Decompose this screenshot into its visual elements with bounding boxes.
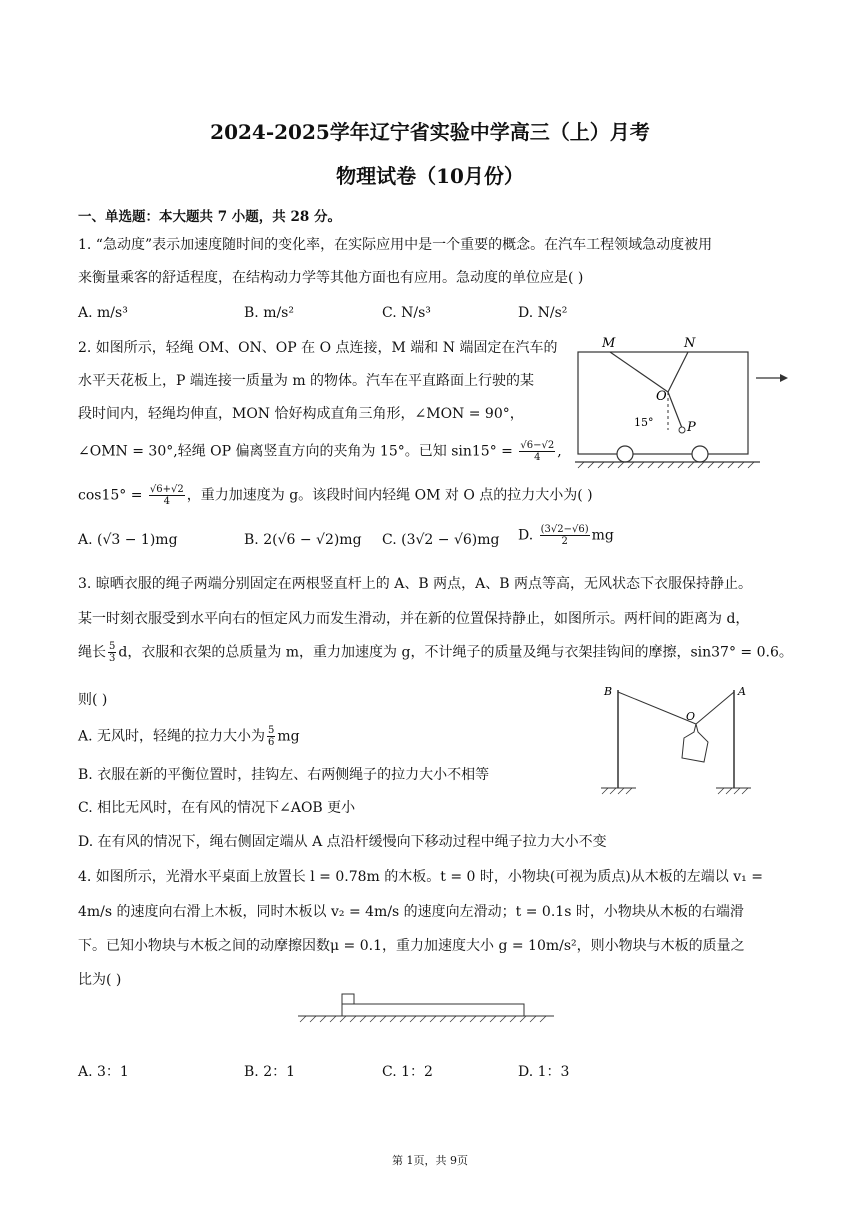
q2-option-d-suffix: mg <box>591 527 614 544</box>
angle-label: 15° <box>634 416 654 429</box>
rope-length-denominator: 3 <box>109 653 116 664</box>
sin15-numerator: √6−√2 <box>520 440 555 451</box>
q2-car-figure <box>570 330 800 475</box>
q3-line2: 某一时刻衣服受到水平向右的恒定风力而发生滑动，并在新的位置保持静止，如图所示。两杆间的距离为 d， <box>78 611 750 627</box>
q4-line4: 比为( ) <box>78 972 122 988</box>
cos15-numerator: √6+√2 <box>149 484 184 495</box>
q2-line5 <box>78 484 593 507</box>
wooden-board <box>342 1004 524 1016</box>
sin15-fraction <box>519 440 555 463</box>
q3-line3-text: d，衣服和衣架的总质量为 m，重力加速度为 g，不计绳子的质量及绳与衣架挂钩间的摩擦，sin37° = 0.6。 <box>118 644 793 661</box>
exam-title-line2: 物理试卷（10月份） <box>336 164 524 188</box>
q1-line1: 1. “急动度”表示加速度随时间的变化率，在实际应用中是一个重要的概念。在汽车工程领域急动度被用 <box>78 237 713 253</box>
q3-option-a-numerator: 5 <box>268 725 275 736</box>
q2-option-d <box>518 524 614 547</box>
wheel-right <box>692 446 708 462</box>
q1-option-a: A. m/s³ <box>78 305 128 321</box>
q4-option-b: B. 2：1 <box>244 1064 296 1080</box>
q4-option-c: C. 1：2 <box>382 1064 433 1080</box>
q3-line3 <box>78 641 793 664</box>
q2-option-c: C. (3√2 − √6)mg <box>382 532 500 548</box>
q1-line2: 来衡量乘客的舒适程度，在结构动力学等其他方面也有应用。急动度的单位应是( ) <box>78 270 584 286</box>
q3-option-d: D. 在有风的情况下，绳右侧固定端从 A 点沿杆缓慢向下移动过程中绳子拉力大小不变 <box>78 834 607 850</box>
rope-length-fraction <box>108 641 116 664</box>
exam-title-line1: 2024-2025学年辽宁省实验中学高三（上）月考 <box>210 120 650 144</box>
q4-option-a: A. 3：1 <box>78 1064 129 1080</box>
q3-line4: 则( ) <box>78 692 108 708</box>
page-footer: 第 1页，共 9页 <box>392 1154 468 1167</box>
q4-line2: 4m/s 的速度向右滑上木板，同时木板以 v₂ = 4m/s 的速度向左滑动；t = 0.1s 时，小物块从木板的右端滑 <box>78 904 744 920</box>
q3-clothesline-figure <box>596 680 756 802</box>
q2-option-d-fraction <box>540 524 590 547</box>
q4-line3: 下。已知小物块与木板之间的动摩擦因数μ = 0.1，重力加速度大小 g = 10m/s²，则小物块与木板的质量之 <box>78 938 745 954</box>
q4-line1: 4. 如图所示，光滑水平桌面上放置长 l = 0.78m 的木板。t = 0 时，小物块(可视为质点)从木板的左端以 v₁ = <box>78 869 763 885</box>
label-p: P <box>687 420 696 435</box>
mass-p <box>679 427 685 433</box>
cos15-fraction <box>149 484 185 507</box>
q2-option-d-label: D. <box>518 527 534 544</box>
q2-line1: 2. 如图所示，轻绳 OM、ON、OP 在 O 点连接，M 端和 N 端固定在汽车的 <box>78 340 558 356</box>
q1-option-b: B. m/s² <box>244 305 294 321</box>
q1-option-c: C. N/s³ <box>382 305 431 321</box>
cos15-denominator: 4 <box>163 496 171 507</box>
q4-board-figure <box>296 990 556 1026</box>
table-hatching <box>300 1016 546 1022</box>
cos15-label: cos15° = <box>78 487 143 504</box>
ground-hatching-q3 <box>602 788 748 794</box>
q1-option-d: D. N/s² <box>518 305 568 321</box>
q3-option-c: C. 相比无风时，在有风的情况下∠AOB 更小 <box>78 800 356 816</box>
arrow-right-icon <box>780 374 788 382</box>
clothes-icon <box>682 724 708 762</box>
q2-line5-text: ，重力加速度为 g。该段时间内轻绳 OM 对 O 点的拉力大小为( ) <box>186 487 593 504</box>
q2-option-d-denominator: 2 <box>561 536 568 547</box>
q3-option-a-suffix: mg <box>277 728 300 745</box>
q3-line1: 3. 晾晒衣服的绳子两端分别固定在两根竖直杆上的 A、B 两点，A、B 两点等高，无风状态下衣服保持静止。 <box>78 576 752 592</box>
rope-on <box>668 352 688 392</box>
q2-line2: 水平天花板上，P 端连接一质量为 m 的物体。汽车在平直路面上行驶的某 <box>78 373 535 389</box>
wheel-left <box>617 446 633 462</box>
q3-option-a <box>78 725 300 748</box>
label-m: M <box>602 336 616 351</box>
label-a: A <box>738 685 746 698</box>
rope-length-numerator: 5 <box>109 641 116 652</box>
q2-line4-text: ∠OMN = 30°,轻绳 OP 偏离竖直方向的夹角为 15°。已知 sin15° = <box>78 443 513 460</box>
q4-option-d: D. 1：3 <box>518 1064 570 1080</box>
q3-line3-prefix: 绳长 <box>78 644 106 661</box>
rope-op <box>668 392 682 428</box>
rope-right <box>696 692 734 724</box>
q2-option-b: B. 2(√6 − √2)mg <box>244 532 362 548</box>
q2-line3: 段时间内，轻绳均伸直，MON 恰好构成直角三角形，∠MON = 90°， <box>78 406 524 422</box>
q2-option-a: A. (√3 − 1)mg <box>78 532 178 548</box>
label-b: B <box>604 685 613 698</box>
q2-line4: ∠OMN = 30°,轻绳 OP 偏离竖直方向的夹角为 15°。已知 sin15° = $\frac{√6-√2}{4}$ , <box>78 440 562 463</box>
q3-option-b: B. 衣服在新的平衡位置时，挂钩左、右两侧绳子的拉力大小不相等 <box>78 767 490 783</box>
q3-option-a-text: A. 无风时，轻绳的拉力大小为 <box>78 728 266 745</box>
small-block <box>342 994 354 1004</box>
q3-option-a-fraction <box>267 725 275 748</box>
section-heading: 一、单选题：本大题共 7 小题，共 28 分。 <box>78 209 341 225</box>
label-o: O <box>656 389 667 404</box>
rope-left <box>618 692 696 724</box>
rope-om <box>610 352 668 392</box>
sin15-denominator: 4 <box>534 452 541 463</box>
q2-option-d-numerator: (3√2−√6) <box>540 524 589 535</box>
ground-hatching <box>578 462 754 468</box>
label-n: N <box>684 336 696 351</box>
label-o-q3: O <box>686 710 696 723</box>
q3-option-a-denominator: 6 <box>268 737 275 748</box>
